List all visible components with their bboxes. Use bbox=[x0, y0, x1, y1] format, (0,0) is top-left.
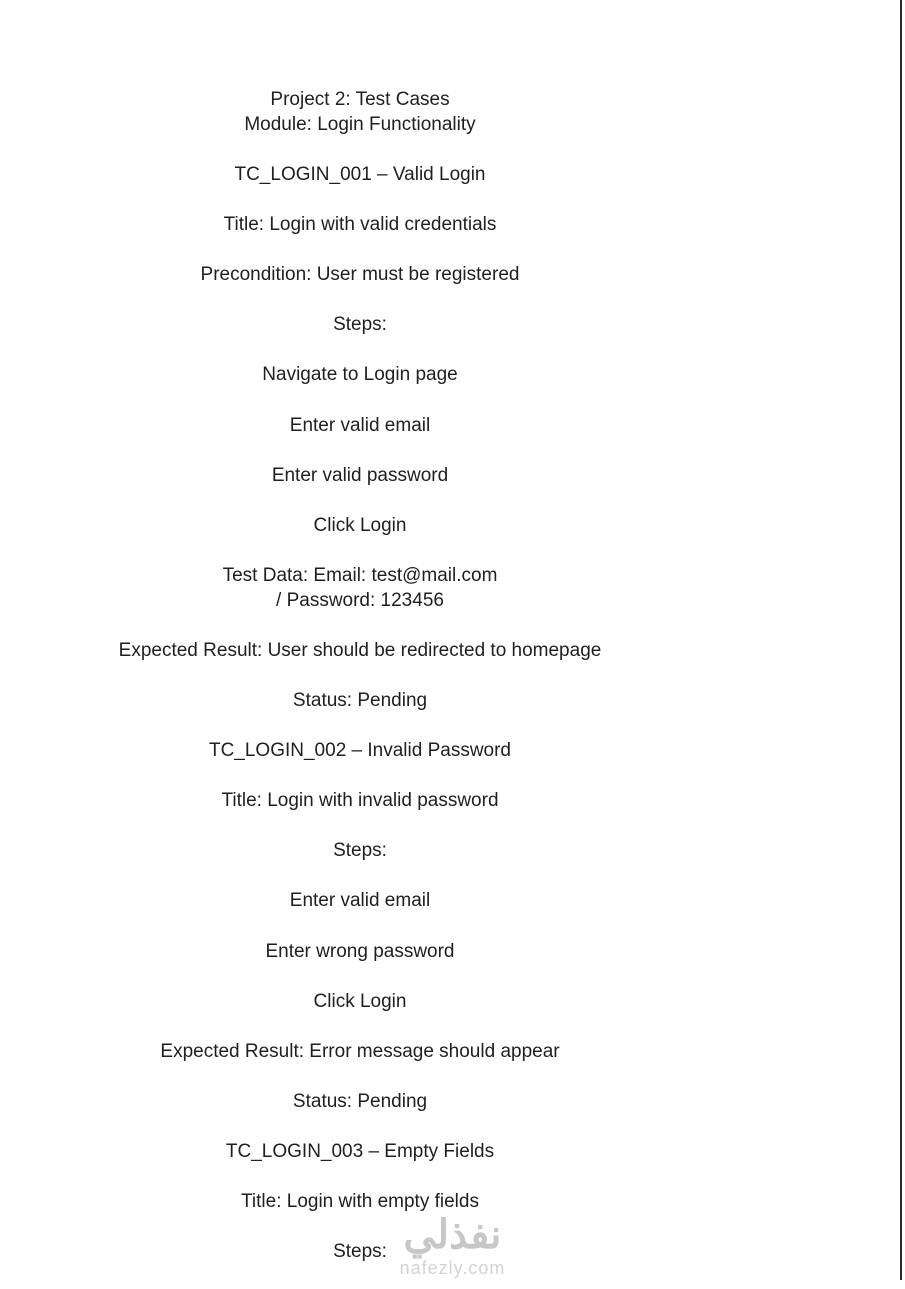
doc-line: Enter valid email bbox=[289, 414, 431, 436]
doc-line: Title: Login with valid credentials bbox=[223, 214, 497, 236]
doc-line: Title: Login with invalid password bbox=[221, 790, 499, 812]
doc-paragraph bbox=[0, 413, 720, 438]
doc-paragraph bbox=[0, 888, 720, 913]
doc-paragraph bbox=[0, 1189, 720, 1214]
doc-paragraph bbox=[0, 362, 720, 387]
doc-line: Status: Pending bbox=[292, 690, 428, 712]
doc-paragraph bbox=[0, 312, 720, 337]
doc-paragraph bbox=[0, 838, 720, 863]
doc-paragraph bbox=[0, 738, 720, 763]
doc-line: Expected Result: User should be redirected to homepage bbox=[118, 639, 602, 661]
doc-line: Steps: bbox=[333, 314, 387, 336]
doc-paragraph bbox=[0, 1089, 720, 1114]
doc-paragraph bbox=[0, 1239, 720, 1264]
doc-paragraph bbox=[0, 989, 720, 1014]
doc-line: TC_LOGIN_003 – Empty Fields bbox=[225, 1140, 495, 1162]
doc-line: Steps: bbox=[333, 1241, 387, 1263]
doc-line: Project 2: Test Cases bbox=[270, 89, 450, 110]
doc-paragraph bbox=[0, 1139, 720, 1164]
doc-paragraph bbox=[0, 513, 720, 538]
doc-line: Enter valid email bbox=[289, 890, 431, 912]
doc-paragraph bbox=[0, 563, 720, 613]
doc-line: TC_LOGIN_002 – Invalid Password bbox=[208, 740, 512, 762]
watermark-site-text: nafezly.com bbox=[399, 1258, 506, 1278]
doc-line: Steps: bbox=[333, 840, 387, 862]
doc-line: Precondition: User must be registered bbox=[200, 264, 520, 286]
doc-line: TC_LOGIN_001 – Valid Login bbox=[234, 164, 486, 186]
doc-paragraph bbox=[0, 688, 720, 713]
doc-paragraph bbox=[0, 788, 720, 813]
doc-line: Enter valid password bbox=[271, 464, 449, 486]
doc-line: Enter wrong password bbox=[265, 940, 455, 962]
doc-line: Expected Result: Error message should appear bbox=[160, 1040, 560, 1062]
doc-paragraph bbox=[0, 638, 720, 663]
doc-paragraph bbox=[0, 463, 720, 488]
doc-paragraph bbox=[0, 162, 720, 187]
nafezly-logo: نفذلي bbox=[403, 1213, 502, 1257]
doc-line: Module: Login Functionality bbox=[244, 114, 476, 135]
doc-line: Status: Pending bbox=[292, 1090, 428, 1112]
page-right-border bbox=[900, 0, 902, 1280]
doc-line: Test Data: Email: test@mail.com bbox=[222, 564, 498, 586]
doc-line: Click Login bbox=[313, 514, 407, 536]
doc-paragraph bbox=[0, 87, 720, 137]
doc-paragraph bbox=[0, 262, 720, 287]
doc-paragraph bbox=[0, 1039, 720, 1064]
doc-line: Title: Login with empty fields bbox=[241, 1190, 479, 1212]
doc-paragraph bbox=[0, 939, 720, 964]
doc-line: Click Login bbox=[313, 990, 407, 1012]
doc-paragraph bbox=[0, 212, 720, 237]
doc-line: / Password: 123456 bbox=[276, 589, 444, 611]
doc-line: Navigate to Login page bbox=[262, 364, 458, 386]
